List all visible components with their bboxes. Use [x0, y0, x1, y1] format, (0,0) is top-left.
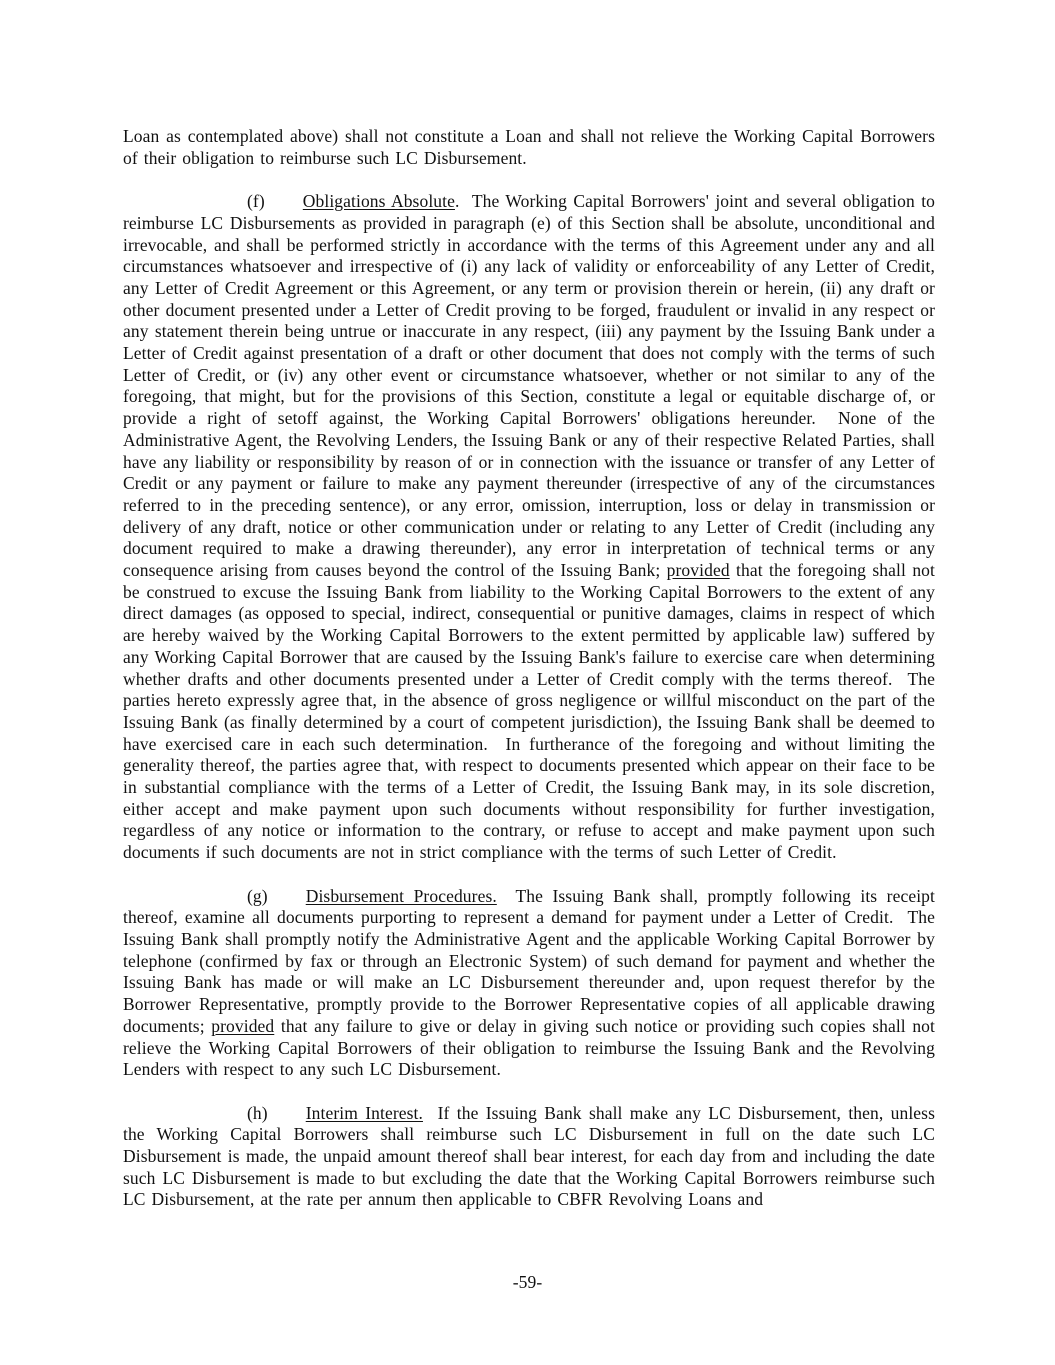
text-run: that the foregoing shall not be construed to excuse the Issuing Bank from liability to the Working Capital Borrowers to the extent of any direct damages (as opposed to special, indirect, consequential or punitive damages, claims in respect of which are hereby waived by the Working Capital Borrowers to the extent permitted by applicable law) suffered by any Working Capital Borrower that are caused by the Issuing Bank's failure to exercise care when determining whether drafts and other documents presented under a Letter of Credit comply with the terms thereof. The parties hereto expressly agree that, in the absence of gross negligence or willful misconduct on the part of the Issuing Bank (as finally determined by a court of competent jurisdiction), the Issuing Bank shall be deemed to have exercised care in each such determination. In furtherance of the foregoing and without limiting the generality thereof, the parties agree that, with respect to documents presented which appear on their face to be in substantial compliance with the terms of a Letter of Credit, the Issuing Bank may, in its sole discretion, either accept and make payment upon such documents without responsibility for further investigation, regardless of any notice or information to the contrary, or refuse to accept and make payment upon such documents if such documents are not in strict compliance with the terms of such Letter of Credit. — [123, 560, 935, 863]
text-run: The Issuing Bank shall, promptly following its receipt thereof, examine all documents purporting to represent a demand for payment under a Letter of Credit. The Issuing Bank shall promptly notify the Administrative Agent and the applicable Working Capital Borrower by telephone (confirmed by fax or through an Electronic System) of such demand for payment and whether the Issuing Bank has made or will make an LC Disbursement thereunder and, upon request therefor by the Borrower Representative, promptly provide to the Borrower Representative copies of all applicable drawing documents; — [123, 885, 935, 1036]
paragraph-h-interim-interest — [123, 1103, 935, 1212]
paragraph-continuation — [123, 126, 935, 169]
paragraph-f-obligations-absolute — [123, 191, 935, 864]
underlined-text-run: provided — [211, 1015, 275, 1036]
underlined-text-run: Disbursement Procedures. — [305, 885, 497, 906]
paragraph-g-disbursement-procedures — [123, 886, 935, 1081]
text-run: that any failure to give or delay in giving such notice or providing such copies shall not relieve the Working Capital Borrowers of their obligation to reimburse the Issuing Bank and the Revolving Lenders with respect to any such LC Disbursement. — [123, 1015, 935, 1080]
text-run: If the Issuing Bank shall make any LC Disbursement, then, unless the Working Capital Borrowers shall reimburse such LC Disbursement in full on the date such LC Disbursement is made, the unpaid amount thereof shall bear interest, for each day from and including the date such LC Disbursement is made to but excluding the date that the Working Capital Borrowers reimburse such LC Disbursement, at the rate per annum then applicable to CBFR Revolving Loans and — [123, 1102, 935, 1210]
underlined-text-run: Obligations Absolute — [302, 191, 455, 212]
text-run: Loan as contemplated above) shall not constitute a Loan and shall not relieve the Working Capital Borrowers of their obligation to reimburse such LC Disbursement. — [123, 126, 935, 168]
underlined-text-run: provided — [666, 560, 730, 581]
text-run: . The Working Capital Borrowers' joint and several obligation to reimburse LC Disbursements as provided in paragraph (e) of this Section shall be absolute, unconditional and irrevocable, and shall be performed strictly in accordance with the terms of this Agreement under any and all circumstances whatsoever and irrespective of (i) any lack of validity or enforceability of any Letter of Credit, any Letter of Credit Agreement or this Agreement, or any term or provision therein or herein, (ii) any draft or other document presented under a Letter of Credit proving to be forged, fraudulent or invalid in any respect or any statement therein being untrue or inaccurate in any respect, (iii) any payment by the Issuing Bank under a Letter of Credit against presentation of a draft or other document that does not comply with the terms of such Letter of Credit, or (iv) any other event or circumstance whatsoever, whether or not similar to any of the foregoing, that might, but for the provisions of this Section, constitute a legal or equitable discharge of, or provide a right of setoff against, the Working Capital Borrowers' obligations hereunder. None of the Administrative Agent, the Revolving Lenders, the Issuing Bank or any of their respective Related Parties, shall have any liability or responsibility by reason of or in connection with the issuance or transfer of any Letter of Credit or any payment or failure to make any payment thereunder (irrespective of any of the circumstances referred to in the preceding sentence), or any error, omission, interruption, loss or delay in transmission or delivery of any draft, notice or other communication under or relating to any Letter of Credit (including any document required to make a drawing thereunder), any error in interpretation of technical terms or any consequence arising from causes beyond the control of the Issuing Bank; — [123, 191, 936, 581]
text-run: (g) — [247, 885, 268, 906]
text-run: (f) — [247, 191, 265, 212]
document-body — [123, 126, 935, 1211]
underlined-text-run: Interim Interest. — [305, 1102, 423, 1123]
text-run: (h) — [247, 1102, 268, 1123]
page-number: -59- — [512, 1272, 543, 1292]
